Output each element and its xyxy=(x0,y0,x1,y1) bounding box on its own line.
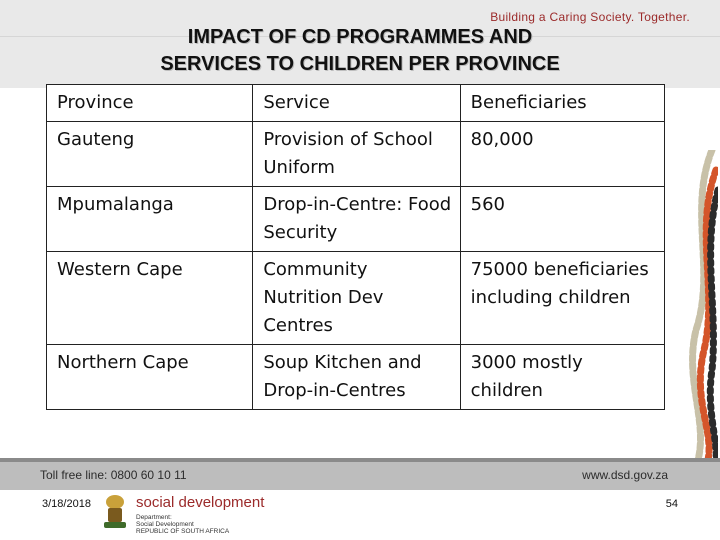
slide-title xyxy=(60,24,660,78)
title-line-2: SERVICES TO CHILDREN PER PROVINCE xyxy=(160,53,560,75)
cell-province: Northern Cape xyxy=(47,345,253,410)
website-link[interactable]: www.dsd.gov.za xyxy=(582,468,668,482)
table-row xyxy=(47,122,665,187)
table-header-row xyxy=(47,85,665,122)
table-row xyxy=(47,187,665,252)
beadwork-decoration xyxy=(678,150,718,460)
cell-beneficiaries: 80,000 xyxy=(460,122,664,187)
footer-band xyxy=(0,458,720,490)
cell-beneficiaries: 560 xyxy=(460,187,664,252)
cell-service: Provision of School Uniform xyxy=(253,122,460,187)
cell-beneficiaries: 3000 mostly children xyxy=(460,345,664,410)
header-cell-beneficiaries: Beneficiaries xyxy=(460,85,664,122)
tagline: Building a Caring Society. Together. xyxy=(490,10,690,24)
header-cell-service: Service xyxy=(253,85,460,122)
cell-service: Soup Kitchen and Drop-in-Centres xyxy=(253,345,460,410)
province-table xyxy=(46,84,665,410)
dept-line-1: Department: xyxy=(136,514,172,521)
cell-province: Western Cape xyxy=(47,252,253,345)
table-row xyxy=(47,252,665,345)
coat-of-arms-icon xyxy=(100,492,130,532)
header-cell-province: Province xyxy=(47,85,253,122)
cell-province: Mpumalanga xyxy=(47,187,253,252)
cell-beneficiaries: 75000 beneficiaries including children xyxy=(460,252,664,345)
toll-free-line: Toll free line: 0800 60 10 11 xyxy=(40,468,187,482)
cell-province: Gauteng xyxy=(47,122,253,187)
dept-line-3: REPUBLIC OF SOUTH AFRICA xyxy=(136,528,230,535)
slide-date: 3/18/2018 xyxy=(42,498,91,510)
cell-service: Drop-in-Centre: Food Security xyxy=(253,187,460,252)
dept-line-2: Social Development xyxy=(136,521,194,528)
cell-service: Community Nutrition Dev Centres xyxy=(253,252,460,345)
table-row xyxy=(47,345,665,410)
title-line-1: IMPACT OF CD PROGRAMMES AND xyxy=(187,26,533,48)
page-number: 54 xyxy=(665,498,678,510)
department-text xyxy=(136,514,229,535)
brand-name: social development xyxy=(136,494,265,511)
department-logo xyxy=(100,492,280,536)
